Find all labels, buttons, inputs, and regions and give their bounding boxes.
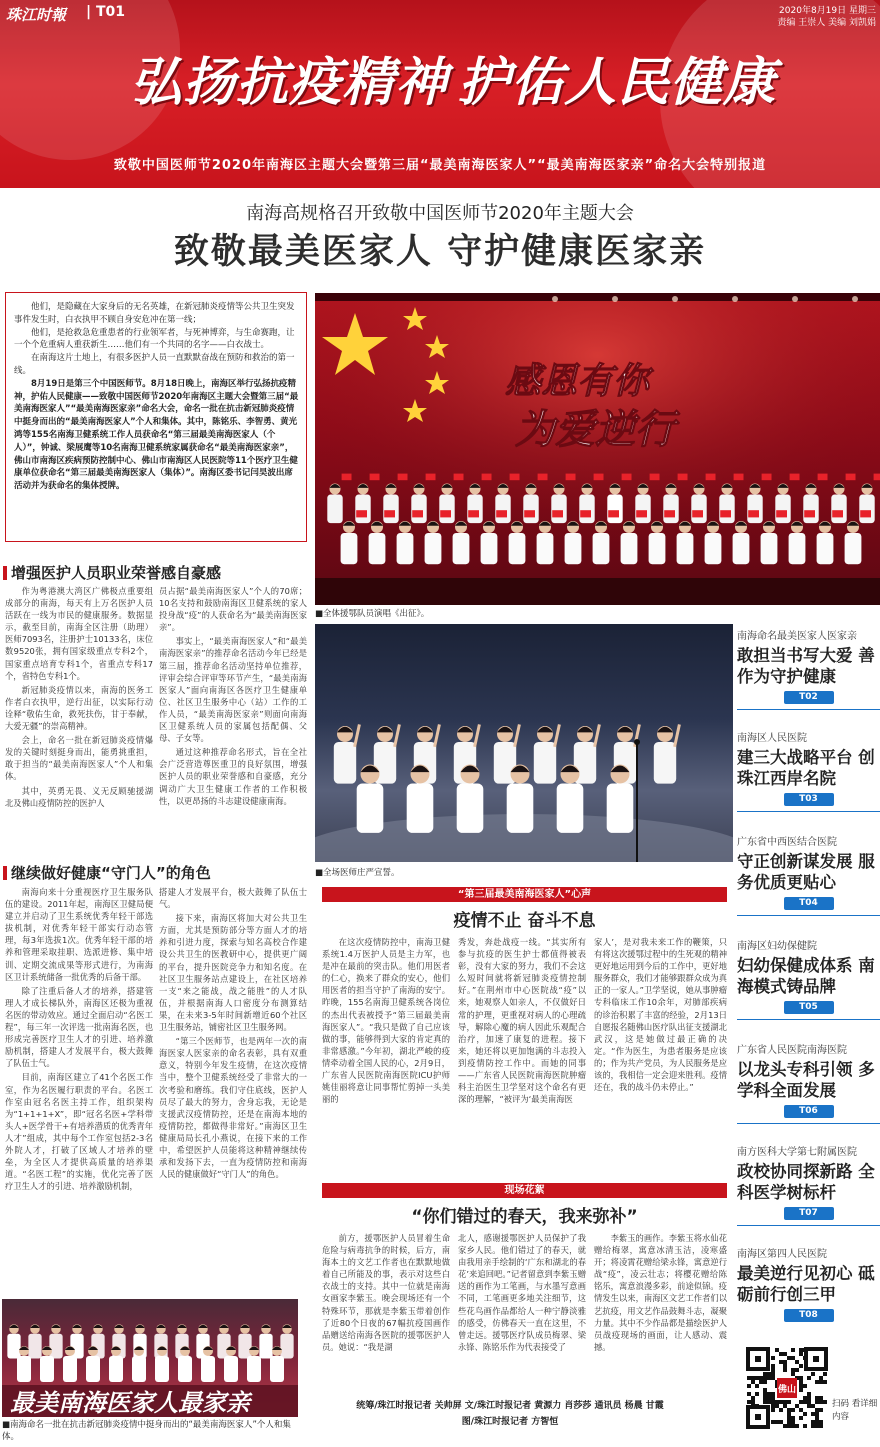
lead-paragraph: 他们，是隐藏在大家身后的无名英雄，在新冠肺炎疫情等公共卫生突发事件发生时，白衣执甲不顾自身安危冲在第一线；	[14, 302, 295, 325]
oath-photo-caption: ■全场医师庄严宣誓。	[315, 868, 400, 878]
group-people	[7, 1324, 293, 1382]
page-badge[interactable]: T05	[784, 1001, 834, 1014]
lead-paragraph: 在南海这片土地上，有很多医护人员一直默默奋战在预防和救治的第一线。	[14, 353, 295, 376]
toc-item-t04[interactable]	[737, 833, 880, 916]
screen-text-line1: 感恩有你	[505, 360, 650, 402]
toc-item-t02[interactable]	[737, 627, 880, 710]
body-paragraph: 事实上，“最美南海医家人”和“最美南海医家亲”的推荐命名活动今年已经是第三届，推荐命名活动坚持单位推荐，评审会综合评审等环节产生，“最美南海医家人”面向南海区各医疗卫生健康单位、社区卫生服务中心（站）工作的工作人员，“最美南海医家亲”则面向南海区卫健系统人员的家属包括配偶、父母、子女等。	[159, 636, 307, 744]
toc-org: 南海命名最美医家人医家亲	[737, 631, 857, 642]
story-band: “第三届最美南海医家人”心声	[322, 887, 727, 902]
editors: 责编 王崇人 美编 刘凯娟	[777, 18, 876, 28]
group-photo	[2, 1299, 298, 1417]
page-badge[interactable]: T07	[784, 1207, 834, 1220]
scene-column-3: 李紫玉的画作。李紫玉将水仙花赠给梅翠，寓意冰清玉洁，凌寒盛开；将凌霄花赠给梁永锋，寓意逆行战“疫”，凌云壮志；将樱花赠给陈铭乐，寓意浪漫多彩，前途似锦。疫情发生以来，南海区文艺工作者们以艺抗疫，用文艺作品鼓舞斗志，凝聚力量。其中不少作品都是描绘医护人员战疫现场的画面，让人感动、震撼。	[594, 1233, 727, 1352]
body-paragraph: “第三个医师节，也是两年一次的南海医家人医家亲的命名表彰，具有双重意义，特别今年发生疫情，在这次疫情当中，整个卫健系统经受了非常大的一次考验和磨练。我们守住底线，医护人员尽了最大的努力，舍身忘我，无论是支援武汉疫情防控，还是在南海本地的疫情防控，都做得非常好。”南海区卫生健康局局长孔小燕说，在接下来的工作中，希望医护人员能将这种精神继续传承和发扬下去，一直为疫情防控和南海人民的健康做好“守门人”的角色。	[159, 1036, 307, 1180]
voice-column-1: 在这次疫情防控中，南海卫健系统1.4万医护人员是主力军，也是冲在最前的突击队。他们用医者的仁心，换来了群众的安心，他们用医者的担当守护了南海的安宁。昨晚，155名南海卫健系统各岗位的杰出代表被授予“第三届最美南海医家人”。“我只是做了自己应该做的事，能够得到大家的肯定真的非常感激。”今年初，湖北严峻的疫情牵动着全国人民的心，2月9日，广东省人民医院南海医院ICU护师姚佳丽将意让同事帮忙剪掉一头美丽的	[322, 937, 450, 1105]
qr-code[interactable]	[746, 1347, 828, 1429]
toc-org: 广东省中西医结合医院	[737, 837, 837, 848]
section-heading: 继续做好健康“守门人”的角色	[3, 862, 211, 883]
oath-photo-art	[315, 624, 733, 862]
toc-org: 南方医科大学第七附属医院	[737, 1147, 857, 1158]
banner-subtitle: 致敬中国医师节2020年南海区主题大会暨第三届“最美南海医家人”“最美南海医家亲”命名大会特别报道	[113, 158, 767, 173]
body-paragraph: 作为粤港澳大湾区广佛极点重要组成部分的南海，每天有上万名医护人员活跃在一线为市民的健康服务。数据显示，截至目前，南海全区注册（助理）医师7093名，注册护士10133名，床位数9520张，拥有国家级重点专科2个，国家重点培育专科1个，省重点专科17个，省特色专科1个。	[5, 586, 153, 681]
lead-paragraph: 他们，是抢救急危重患者的行业领军者，与死神博弈，与生命赛跑，让一个个危重病人重获新生……他们有一个共同的名字——白衣战士。	[14, 327, 295, 351]
issue-date: 2020年8月19日 星期三	[779, 6, 876, 16]
page-badge[interactable]: T02	[784, 691, 834, 704]
toc-item-t08[interactable]	[737, 1245, 880, 1322]
credits	[300, 1398, 720, 1430]
toc-org: 广东省人民医院南海医院	[737, 1045, 847, 1056]
newspaper-name: 珠江时報	[6, 6, 67, 24]
body-paragraph: 南海向来十分重视医疗卫生服务队伍的建设。2011年起，南海区卫健局便建立并启动了卫生系统优秀年轻干部选拔机制，对优秀年轻干部实行动态管理，每3年选拔1次。优秀年轻干部的培养和管理采取挂职、选派进修、集中培训、定期交流成果等形式进行，为南海区卫计系统储备一批优秀的后备干部。	[5, 887, 153, 982]
body-paragraph: 其中，英勇无畏、义无反顾驰援湖北及佛山疫情防控的医护人	[5, 785, 153, 808]
scene-column-2: 北人，感谢援鄂医护人员保护了我家乡人民。他们错过了的春天，就由我用亲手绘制的‘广东和湖北的春花’来追回吧。”记者留意到李紫玉赠送的画作为工笔画，与水墨写意画不同，工笔画更多地关注细节，这些花鸟画作品都给人一种宁静淡雅的感受，仿佛春天一直在这里，不曾走远。援鄂医疗队成员梅翠、梁永锋、陈铭乐作为代表接受了	[458, 1233, 586, 1352]
slogan-right: 护佑人民健康	[458, 52, 777, 113]
divider	[737, 910, 880, 916]
toc-title: 建三大战略平台 创珠江西岸名院	[737, 748, 875, 788]
credits-line: 统筹/珠江时报记者 关帅屏 文/珠江时报记者 黄源力 肖莎莎 通讯员 杨晨 甘霞	[356, 1401, 664, 1411]
section1-column-2	[159, 585, 307, 809]
slogan-left: 弘扬抗疫精神	[130, 52, 449, 113]
qr-code-art	[746, 1347, 828, 1429]
body-paragraph: 会上，命名一批在新冠肺炎疫情爆发的关键时刻挺身而出，能勇挑重担，敢于担当的“最美南海医家人”个人和集体。	[5, 735, 153, 782]
divider	[737, 704, 880, 710]
toc-title: 政校协同探新路 全科医学树标杆	[737, 1162, 875, 1202]
body-paragraph: 新冠肺炎疫情以来，南海的医务工作者白衣执甲，逆行出征，以实际行动诠释“敬佑生命，救死扶伤，甘于奉献，大爱无疆”的崇高精神。	[5, 684, 153, 732]
lead-paragraph: 8月19日是第三个中国医师节。8月18日晚上，南海区举行弘扬抗疫精神，护佑人民健康——致敬中国医师节2020年南海区主题大会暨第三届“最美南海医家人”“最美南海医家亲”命名大会，命名一批在抗击新冠肺炎疫情中挺身而出的“最美南海医家人”个人和集体。其中，陈铭乐、李智勇、黄光鸿等155名南海卫健系统工作人员获命名“第三届最美南海医家人（个人）”，钟诚、梁展鹰等10名南海卫健系统家属获命名“最美南海医家亲”，佛山市南海区疾病预防控制中心、佛山市南海区人民医院等11个医疗卫生健康单位获命名“第三届最美南海医家人（集体）”。南海区委书记闫昊波出席活动并为获命名的集体授牌。	[14, 378, 299, 492]
screen-text-line2: 为爱逆行	[515, 406, 675, 453]
toc-title: 敢担当书写大爱 善作为守护健康	[737, 646, 875, 686]
page-number-value: T01	[96, 4, 126, 20]
story-band: 现场花絮	[322, 1183, 727, 1198]
divider	[737, 1014, 880, 1020]
toc-title: 妇幼保健成体系 南海模式铸品牌	[737, 956, 875, 996]
story-title: “你们错过的春天，我来弥补”	[411, 1207, 638, 1227]
body-paragraph: 员占据“最美南海医家人”个人的70席；10名支持和鼓励南海区卫健系统的家人投身战“疫”的人获命名为“最美南海医家亲”。	[159, 586, 307, 633]
page-badge[interactable]: T04	[784, 897, 834, 910]
toc-item-t06[interactable]	[737, 1041, 880, 1124]
divider	[737, 1118, 880, 1124]
toc-item-t07[interactable]	[737, 1143, 880, 1226]
section1-column-1	[5, 585, 153, 811]
divider	[737, 1220, 880, 1226]
story-title: 疫情不止 奋斗不息	[453, 911, 596, 931]
body-paragraph: 除了注重后备人才的培养，搭建管理人才成长梯队外，南海区还极为重视名医的带动效应。通过全面启动“名医工程”，每三年一次评选一批南海名医，也形成完善医疗卫生人才的引进、培养激励机制，搭建人才发展平台，极大鼓舞了队伍士气。	[5, 985, 153, 1069]
headline-kicker: 南海高规格召开致敬中国医师节2020年主题大会	[246, 203, 634, 224]
qr-label: 扫码 看详细内容	[832, 1399, 878, 1422]
toc-org: 南海区第四人民医院	[737, 1249, 827, 1260]
toc-title: 以龙头专科引领 多学科全面发展	[737, 1060, 875, 1100]
page-number: | T01	[86, 4, 126, 20]
stage-photo	[315, 293, 880, 605]
section2-column-1	[5, 886, 153, 1194]
toc-org: 南海区妇幼保健院	[737, 941, 817, 952]
masthead-banner	[0, 0, 880, 188]
toc-item-t05[interactable]	[737, 937, 880, 1020]
toc-title: 最美逆行见初心 砥砺前行创三甲	[737, 1264, 875, 1304]
oath-photo	[315, 624, 733, 862]
toc-org: 南海区人民医院	[737, 733, 807, 744]
body-paragraph: 接下来，南海区将加大对公共卫生方面，尤其是预防部分等方面人才的培养和引进力度，探索与知名高校合作建设公共卫生的医教研中心，提供更广阔的平台，提升医院竞争力和知名度。在社区卫生服务站点建设上，在社区培养一支“来之能战，战之能胜”的人才队伍，并根据南海人口密度分布测算结果，在未来3-5年时间新增近60个社区卫生服务站，铺密社区卫生服务网。	[159, 913, 307, 1033]
scene-column-1: 前方，援鄂医护人员冒着生命危险与病毒抗争的时候，后方，南海本土的文艺工作者也在默默地做着自己所能及的事，表示对这些白衣战士的支持。其中一位就是南海女画家李紫玉。晚会现场还有一个特殊环节，那就是李紫玉带着创作了近80个日夜的67幅抗疫国画作品赠送给南海各医院的援鄂医护人员。她说：“我是湖	[322, 1233, 450, 1352]
page-badge[interactable]: T03	[784, 793, 834, 806]
body-paragraph: 目前，南海区建立了41个名医工作室，作为名医履行职责的平台。名医工作室由冠名名医主持工作，组织架构为“1+1+1+X”，即“冠名名医+学科带头人+医学骨干+有培养潜质的优秀青年人才”组成，其中每个工作室包括2-3名外院人才，打破了区域人才培养的壁垒，为全区人才提供高质量的培养渠道。“名医工程”的实施，优化完善了医疗卫生人才的引进、培养激励机制，	[5, 1072, 153, 1192]
stage-photo-art	[315, 293, 880, 605]
body-paragraph: 通过这种推荐命名形式，旨在全社会广泛营造尊医重卫的良好氛围，增强医护人员的职业荣誉感和自豪感，充分调动广大卫生健康工作者的工作积极性，以更昂扬的斗志建设健康南海。	[159, 747, 307, 806]
divider	[737, 806, 880, 812]
lead-box	[5, 292, 307, 542]
group-photo-caption: ■南海命名一批在抗击新冠肺炎疫情中挺身而出的“最美南海医家人”个人和集体。	[2, 1420, 291, 1442]
toc-item-t03[interactable]	[737, 729, 880, 812]
voice-column-3: 家人’，是对我未来工作的鞭策，只有将这次援鄂过程中的生死观的精神更好地运用到今后的工作中，更好地服务群众，我们才能够跟群众成为真正的一家人。”卫学坚说，她从事肿瘤专科临床工作10余年，对肺部疾病的诊治积累了丰富的经验，2月13日自愿报名随佛山医疗队出征支援湖北武汉，这是她做过最正确的决定。“作为医生，为患者服务是应该的；作为共产党员，为人民服务是应该的，我相信一定会迎来胜利。疫情还在，我的战斗仍未停止。”	[594, 937, 727, 1093]
page-badge[interactable]: T08	[784, 1309, 834, 1322]
group-photo-art	[2, 1299, 298, 1417]
group-photo-banner: 最美南海医家人最家亲	[10, 1388, 250, 1417]
body-paragraph: 搭建人才发展平台，极大鼓舞了队伍士气。	[159, 887, 307, 910]
credits-line: 图/珠江时报记者 方智恒	[461, 1417, 559, 1427]
main-headline: 致敬最美医家人 守护健康医家亲	[173, 231, 707, 272]
section-heading: 增强医护人员职业荣誉感自豪感	[3, 562, 221, 583]
voice-column-2: 秀发，奔赴战疫一线。“其实所有参与抗疫的医生护士都值得被表彰，没有大家的努力，我们不会这么短时间就将新冠肺炎疫情控制好。”在荆州市中心医院战“疫”以来，她观察人如亲人，不仅做好日常的护理，更重视对病人的心理疏导，解除心魔的病人因此乐观配合治疗，加速了康复的进程。接下来，她还将以更加饱满的斗志投入到疫情防控工作中。而她的同事——广东省人民医院南海医院肿瘤科主治医生卫学坚对这个命名有更深的理解，“被评为‘最美南海医	[458, 937, 586, 1105]
page-badge[interactable]: T06	[784, 1105, 834, 1118]
stage-photo-caption: ■全体援鄂队员演唱《出征》。	[315, 609, 430, 619]
qr-logo: 佛山	[777, 1385, 797, 1395]
toc-title: 守正创新谋发展 服务优质更贴心	[737, 852, 875, 892]
section2-column-2	[159, 886, 307, 1182]
